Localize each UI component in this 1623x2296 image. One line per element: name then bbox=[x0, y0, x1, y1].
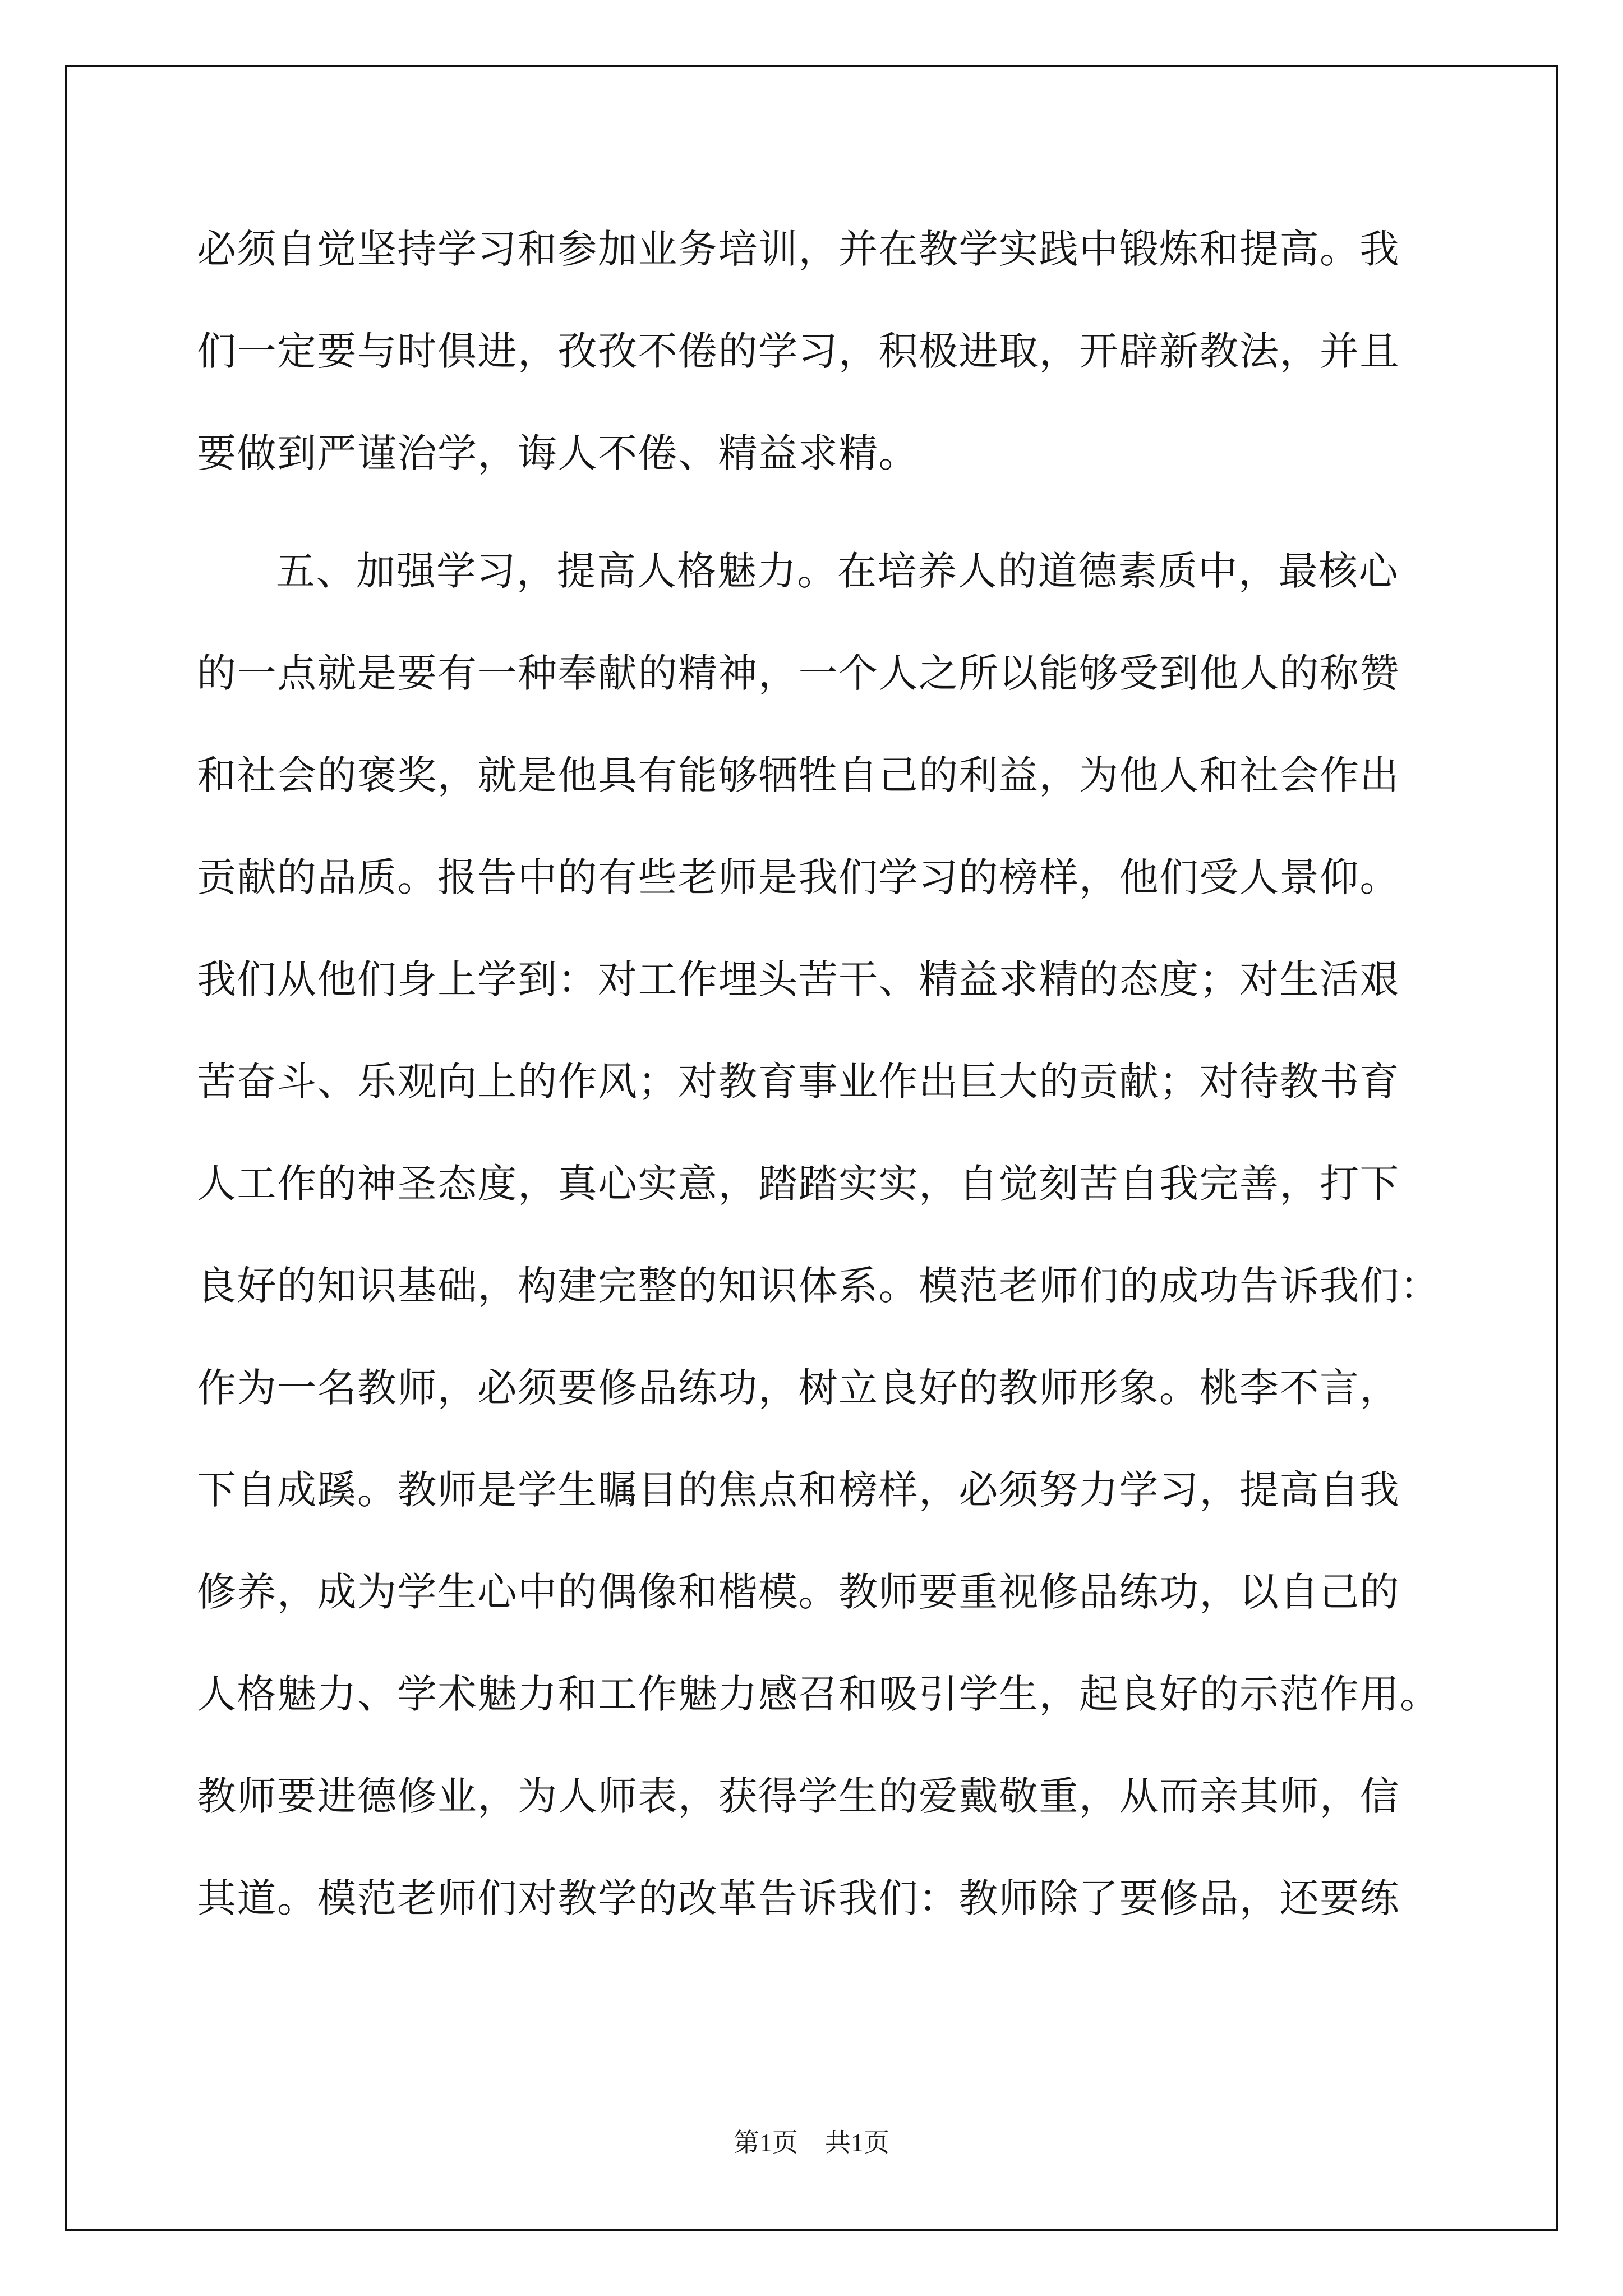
text-line: 贡献的品质。报告中的有些老师是我们学习的榜样，他们受人景仰。 bbox=[197, 854, 1400, 900]
text-line: 人格魅力、学术魅力和工作魅力感召和吸引学生，起良好的示范作用。 bbox=[197, 1671, 1440, 1717]
text-line: 和社会的褒奖，就是他具有能够牺牲自己的利益，为他人和社会作出 bbox=[197, 752, 1400, 798]
paragraph-start-line: 五、加强学习，提高人格魅力。在培养人的道德素质中，最核心 bbox=[276, 548, 1399, 594]
text-line: 教师要进德修业，为人师表，获得学生的爱戴敬重，从而亲其师，信 bbox=[197, 1773, 1400, 1819]
page-number: 第1页 bbox=[734, 2128, 798, 2157]
text-line: 修养，成为学生心中的偶像和楷模。教师要重视修品练功，以自己的 bbox=[197, 1569, 1400, 1615]
page-footer bbox=[0, 2126, 1623, 2160]
text-line: 必须自觉坚持学习和参加业务培训，并在教学实践中锻炼和提高。我 bbox=[197, 226, 1400, 272]
text-line: 人工作的神圣态度，真心实意，踏踏实实，自觉刻苦自我完善，打下 bbox=[197, 1161, 1400, 1207]
text-line: 的一点就是要有一种奉献的精神，一个人之所以能够受到他人的称赞 bbox=[197, 650, 1400, 696]
text-line: 下自成蹊。教师是学生瞩目的焦点和榜样，必须努力学习，提高自我 bbox=[197, 1467, 1400, 1513]
text-line: 其道。模范老师们对教学的改革告诉我们：教师除了要修品，还要练 bbox=[197, 1875, 1400, 1921]
text-line: 苦奋斗、乐观向上的作风；对教育事业作出巨大的贡献；对待教书育 bbox=[197, 1059, 1400, 1105]
page-total: 共1页 bbox=[825, 2128, 889, 2157]
text-line: 们一定要与时俱进，孜孜不倦的学习，积极进取，开辟新教法，并且 bbox=[197, 328, 1400, 374]
text-line: 良好的知识基础，构建完整的知识体系。模范老师们的成功告诉我们： bbox=[197, 1263, 1440, 1309]
text-line: 要做到严谨治学，诲人不倦、精益求精。 bbox=[197, 430, 919, 476]
text-line: 作为一名教师，必须要修品练功，树立良好的教师形象。桃李不言， bbox=[197, 1365, 1400, 1411]
text-line: 我们从他们身上学到：对工作埋头苦干、精益求精的态度；对生活艰 bbox=[197, 956, 1400, 1002]
